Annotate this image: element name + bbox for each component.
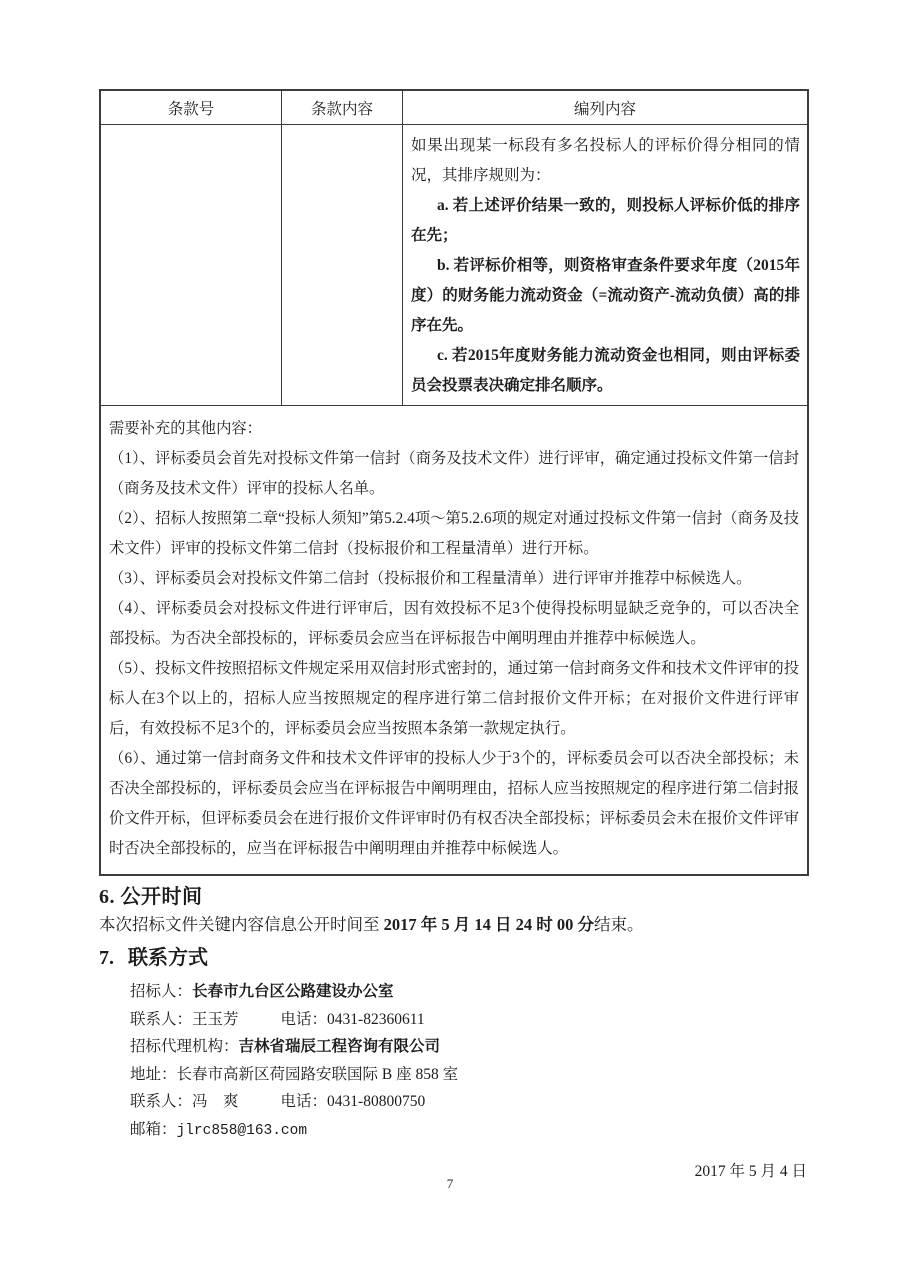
open-time-text: 本次招标文件关键内容信息公开时间至 [99,915,384,934]
clause-table [99,89,809,876]
document-date: 2017 年 5 月 4 日 [694,1163,807,1180]
supplement-item: （5）、投标文件按照招标文件规定采用双信封形式密封的，通过第一信封商务文件和技术文件评审的投标人在3个以上的，招标人应当按照规定的程序进行第二信封报价文件开标；在对报价文件进行评审后，有效投标不足3个的，评标委员会应当按照本条第一款规定执行。 [109,660,799,737]
contact-person2-name: 冯 爽 [192,1093,239,1110]
open-time-deadline: 2017 年 5 月 14 日 24 时 00 分 [383,915,594,934]
open-time-suffix: 结束。 [594,915,644,934]
address-label: 地址： [130,1065,177,1083]
phone2-number: 0431-80800750 [327,1093,426,1110]
cell-clause-no [101,125,282,405]
supplement-row [101,406,807,874]
page-number: 7 [446,1176,454,1191]
address-line [130,1061,809,1089]
tenderer-label: 招标人： [130,983,193,1000]
compiled-paragraph: c. 若2015年度财务能力流动资金也相同，则由评标委员会投票表决确定排名顺序。 [411,347,800,394]
email-label: 邮箱： [130,1120,177,1138]
section-contact-number: 7. [99,947,114,969]
section-contact-heading [99,941,809,970]
contact-block [130,978,809,1145]
header-compiled-content: 编列内容 [573,101,636,118]
tenderer-name: 长春市九台区公路建设办公室 [192,983,394,1000]
contact-person-line [130,1006,809,1034]
section-open-time-heading: 6. 公开时间 [99,886,203,908]
supplement-item: （6）、通过第一信封商务文件和技术文件评审的投标人少于3个的，评标委员会可以否决全部投标；未否决全部投标的，评标委员会应当在评标报告中阐明理由，招标人应当按照规定的程序进行第二信封报价文件开标，但评标委员会在进行报价文件评审时仍有权否决全部投标；评标委员会未在报价文件评审时否决全部投标的，应当在评标报告中阐明理由并推荐中标候选人。 [109,750,799,857]
supplement-item: （3）、评标委员会对投标文件第二信封（投标报价和工程量清单）进行评审并推荐中标候选人。 [109,570,752,587]
compiled-paragraph: a. 若上述评价结果一致的，则投标人评标价低的排序在先； [411,197,800,244]
phone2-label: 电话： [280,1093,328,1110]
contact-person2-line [130,1088,809,1116]
cell-clause-content [282,125,403,405]
cell-compiled-content [403,125,807,405]
phone-label: 电话： [280,1010,328,1028]
email-value: jlrc858@163.com [176,1122,308,1139]
header-clause-no: 条款号 [101,91,282,124]
email-line [130,1116,809,1146]
agency-line [130,1033,809,1061]
tenderer-line [130,978,809,1006]
phone-number: 0431-82360611 [327,1010,425,1028]
contact-person-label: 联系人： [130,1010,193,1028]
contact-person2-label: 联系人： [130,1093,193,1110]
agency-name: 吉林省瑞辰工程咨询有限公司 [238,1038,441,1055]
supplement-item: （1）、评标委员会首先对投标文件第一信封（商务及技术文件）进行评审，确定通过投标文件第一信封（商务及技术文件）评审的投标人名单。 [109,450,799,497]
clause-table-row [101,125,807,406]
compiled-paragraph: b. 若评标价相等，则资格审查条件要求年度（2015年度）的财务能力流动资金（=流动资产-流动负债）高的排序在先。 [411,257,800,334]
clause-table-header-row [101,91,807,125]
contact-person-name: 王玉芳 [192,1010,239,1028]
supplement-item: （2）、招标人按照第二章“投标人须知”第5.2.4项～第5.2.6项的规定对通过投标文件第一信封（商务及技术文件）评审的投标文件第二信封（投标报价和工程量清单）进行开标。 [109,510,799,557]
document-page [99,89,809,1181]
section-contact-title: 联系方式 [128,947,208,969]
header-clause-content: 条款内容 [282,91,403,124]
section-open-time-body [99,912,809,937]
compiled-paragraph: 如果出现某一标段有多名投标人的评标价得分相同的情况，其排序规则为： [411,137,800,184]
agency-label: 招标代理机构： [130,1038,239,1055]
address-value: 长春市高新区荷园路安联国际 B 座 858 室 [176,1065,459,1083]
supplement-title: 需要补充的其他内容： [109,420,262,437]
supplement-item: （4）、评标委员会对投标文件进行评审后，因有效投标不足3个使得投标明显缺乏竞争的，可以否决全部投标。为否决全部投标的，评标委员会应当在评标报告中阐明理由并推荐中标候选人。 [109,600,799,647]
